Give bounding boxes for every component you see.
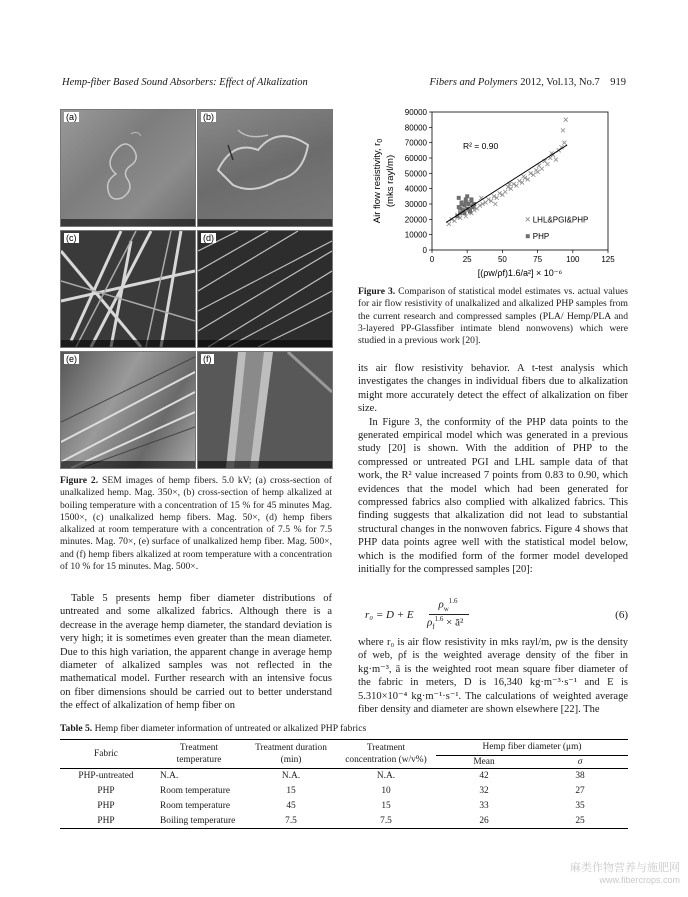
table-cell: N.A. [376,771,396,782]
right-body-text-2 [358,636,628,716]
table-cell: PHP [97,801,115,811]
numerator-sup: 1.6 [448,597,458,605]
table-5-label: Table 5. [60,723,93,734]
panel-label-c: (c) [66,233,77,243]
data-point-php [460,202,464,206]
header-concentration [336,740,436,769]
header-duration-line1: Treatment duration [255,743,327,753]
data-point-php [468,208,472,212]
header-mean: Mean [436,755,532,768]
data-point-php [457,196,461,200]
table-cell: 7.5 [336,814,436,829]
x-tick-label: 125 [601,255,615,264]
y-tick-label: 70000 [404,138,427,148]
data-point-php [464,200,468,204]
table-cell: PHP [60,814,152,829]
right-paragraph-1: its air flow resistivity behavior. A t-test analysis which investigates the changes in individual fibers due to alkalization might more accurately detect the effect of alkalization on fiber size. [358,363,628,415]
table-cell: PHP-untreated [78,771,134,782]
denominator-rho: ρ [427,616,433,629]
table-row [60,799,628,814]
sem-panel-f [197,351,333,469]
data-point-lhl [545,162,549,166]
legend-label-php: PHP [532,232,550,242]
table-cell: Boiling temperature [152,814,246,829]
figure-2-label: Figure 2. [60,475,99,486]
page-number: 919 [610,77,626,88]
sem-image-b [198,110,332,226]
table-5-caption-text: Hemp fiber diameter information of untreated or alkalized PHP fabrics [92,723,367,734]
table-cell: N.A. [281,771,301,782]
table-cell: 15 [381,801,391,811]
legend-label-lhl: LHL&PGI&PHP [532,215,589,225]
right-body-text [358,362,628,577]
data-point-php [465,194,469,198]
sem-image-c [61,231,195,347]
y-tick-label: 90000 [404,108,427,117]
scale-bar-e [61,461,195,468]
y-tick-label: 20000 [404,215,427,225]
y-tick-label: 0 [422,246,427,255]
trendline [446,145,567,222]
header-fabric: Fabric [60,740,152,769]
denominator-rest: × ā² [446,616,464,629]
data-point-php [458,207,462,211]
y-tick-label: 80000 [404,123,427,133]
figure-3-caption-text: Comparison of statistical model estimates vs. actual values for air flow resistivity of unalkalized and alkalized PHP samples from the current research and compressed samples (PLA/ Hemp/PLA and 3-layered PP-Glassfiber intimate blend nonwovens) which were studied in a previous work [20]. [358,286,628,347]
panel-label-d: (d) [203,233,214,243]
table-cell: 33 [479,801,489,811]
y-axis-label-line2: (mks rayl/m) [385,154,396,208]
header-temperature [152,740,246,769]
left-body-text [60,592,332,713]
table-cell: 35 [575,801,585,811]
table-cell: 25 [532,814,628,829]
table-cell: 32 [479,786,489,796]
scale-bar-b [198,219,332,226]
header-duration-line2: (min) [280,755,302,765]
scale-bar-d [198,340,332,347]
table-cell: 7.5 [246,814,336,829]
figure-3-caption [358,286,628,347]
figure-2-caption [60,475,332,573]
legend-marker-lhl [526,217,530,221]
equation-number: (6) [615,609,628,621]
denominator-sup: 1.6 [434,615,444,623]
sem-image-a [61,110,195,226]
data-point-lhl [447,222,451,226]
equation-numerator [429,597,467,613]
sem-panel-e [60,351,196,469]
panel-label-f: (f) [203,354,212,364]
journal-name: Fibers and Polymers [429,77,518,88]
data-point-lhl [562,141,566,145]
data-point-lhl [554,158,558,162]
header-diameter: Hemp fiber diameter (μm) [436,740,628,756]
data-point-lhl [536,170,540,174]
denominator-sub: f [432,622,435,631]
x-tick-label: 25 [462,255,472,264]
table-cell: 27 [575,786,585,796]
data-point-lhl [522,174,526,178]
sem-panel-c [60,230,196,348]
panel-label-b: (b) [203,112,214,122]
panel-label-a: (a) [66,112,77,122]
x-tick-label: 100 [566,255,580,264]
equation-6 [365,597,628,633]
y-axis-label-sub: 0 [377,138,384,143]
sem-panel-d [197,230,333,348]
right-paragraph-3: where r₀ is air flow resistivity in mks rayl/m, ρw is the density of web, ρf is the weighted average density of the fiber in kg·m⁻³, ā is the weighted root mean square fiber diameter of the fabric in meters, D is 16,340 kg·m⁻³·s⁻¹ and E is 5.310×10⁻⁴ kg·m⁻¹·s⁻¹. The calculations of weighted average fiber density and diameter are shown elsewhere [22]. The [358,637,628,716]
watermark [570,859,680,885]
table-5 [60,739,628,829]
watermark-line1: 麻类作物营养与施肥网 [570,862,680,874]
table-cell: N.A. [160,771,179,782]
table-cell: 38 [575,771,585,782]
header-concentration-line2: concentration (w/v%) [345,755,427,765]
x-axis-label: [(ρw/ρf)1.6/a²] × 10⁻⁶ [477,268,563,278]
plot-frame [432,112,608,250]
header-concentration-line1: Treatment [366,743,406,753]
table-cell: 45 [286,801,296,811]
sem-image-e [61,352,195,468]
header-duration [246,740,336,769]
sem-image-d [198,231,332,347]
numerator-sub: w [443,604,449,613]
equation-lhs: r₀ = D + E [365,609,414,621]
table-cell: 42 [479,771,489,782]
table-row [60,769,628,784]
panel-label-e: (e) [66,354,77,364]
figure-3-chart [360,104,630,284]
table-cell: Room temperature [160,786,231,796]
r-squared-annotation: R² = 0.90 [462,140,499,151]
data-point-lhl [564,118,568,122]
data-point-lhl [561,128,565,132]
right-paragraph-2: In Figure 3, the conformity of the PHP data points to the generated empirical model which was generated in a previous study [20] is shown. With the addition of PHP to the compressed or untreated PGI and LHL sample data of that work, the R² value increased 7 points from 0.83 to 0.90, which evidences that the model which had been generated for compressed fabrics also complied with alkalized fabrics. This finding suggests that alkalization did not lead to substantial structural changes in the nonwoven fabrics. Figure 4 shows that PHP data points agree well with the statistical model below, which is the modified form of the former model developed initially for the compressed samples [20]: [358,416,628,576]
watermark-line2: www.fibercrops.com [599,875,680,885]
y-tick-label: 40000 [404,184,427,194]
numerator-rho: ρ [438,598,444,611]
table-5-caption [60,723,628,735]
data-point-lhl [493,202,497,206]
running-header-journal [430,77,627,88]
data-point-php [469,197,473,201]
scale-bar-a [61,219,195,226]
table-cell: PHP [97,786,115,796]
sem-panel-b [197,109,333,227]
table-cell: Room temperature [160,801,231,811]
y-axis-label [372,139,396,224]
data-point-lhl [503,190,507,194]
figure-3-label: Figure 3. [358,286,396,297]
x-tick-label: 75 [533,255,543,264]
table-row [60,814,628,829]
scale-bar-f [198,461,332,468]
x-tick-label: 0 [429,255,435,264]
figure-2-caption-text: SEM images of hemp fibers. 5.0 kV; (a) cross-section of unalkalized hemp. Mag. 350×, (b) cross-section of hemp alkalized at boiling temperature with a concentration of 15 % for 45 minutes Mag. 1500×, (c) unalkalized hemp fibers. Mag. 50×, (d) hemp fibers alkalized at room temperature with a concentration of 7.5 % for 7.5 minutes. Mag. 70×, (e) surface of unalkalized hemp fiber. Mag. 500×, and (f) hemp fibers alkalized at room temperature with a concentration of 10 % for 15 minutes. Mag. 500×. [60,475,332,573]
y-axis-label-line1: Air flow resistivity, r [372,142,383,224]
table-cell: 10 [381,786,391,796]
header-temperature-line2: temperature [176,755,222,765]
table-cell: 15 [286,786,296,796]
x-tick-label: 50 [497,255,507,264]
sem-panel-a [60,109,196,227]
sem-image-f [198,352,332,468]
y-tick-label: 50000 [404,169,427,179]
journal-issue: 2012, Vol.13, No.7 [520,77,600,88]
y-tick-label: 30000 [404,200,427,209]
y-tick-label: 60000 [404,154,427,163]
running-header-title: Hemp-fiber Based Sound Absorbers: Effect of Alkalization [62,77,308,88]
scale-bar-c [61,340,195,347]
header-sigma: σ [532,755,628,768]
left-paragraph: Table 5 presents hemp fiber diameter distributions of untreated and some alkalized fabrics. Although there is a decrease in the average hemp diameter, the standard deviation is very high; it is sometimes even greater than the mean diameter. Due to this high variation, the apparent change in average hemp diameter of alkalized samples was not reflected in the mathematical model. Further research with an intensive focus on fiber dimensions should be carried out to better understand the effect of alkalization of hemp fiber on [60,593,332,712]
legend-marker-php [526,234,530,238]
data-point-lhl [540,167,544,171]
equation-denominator [427,615,463,631]
header-temperature-line1: Treatment [179,743,219,753]
y-tick-label: 10000 [404,230,427,240]
table-cell: 26 [436,814,532,829]
table-row [60,784,628,799]
